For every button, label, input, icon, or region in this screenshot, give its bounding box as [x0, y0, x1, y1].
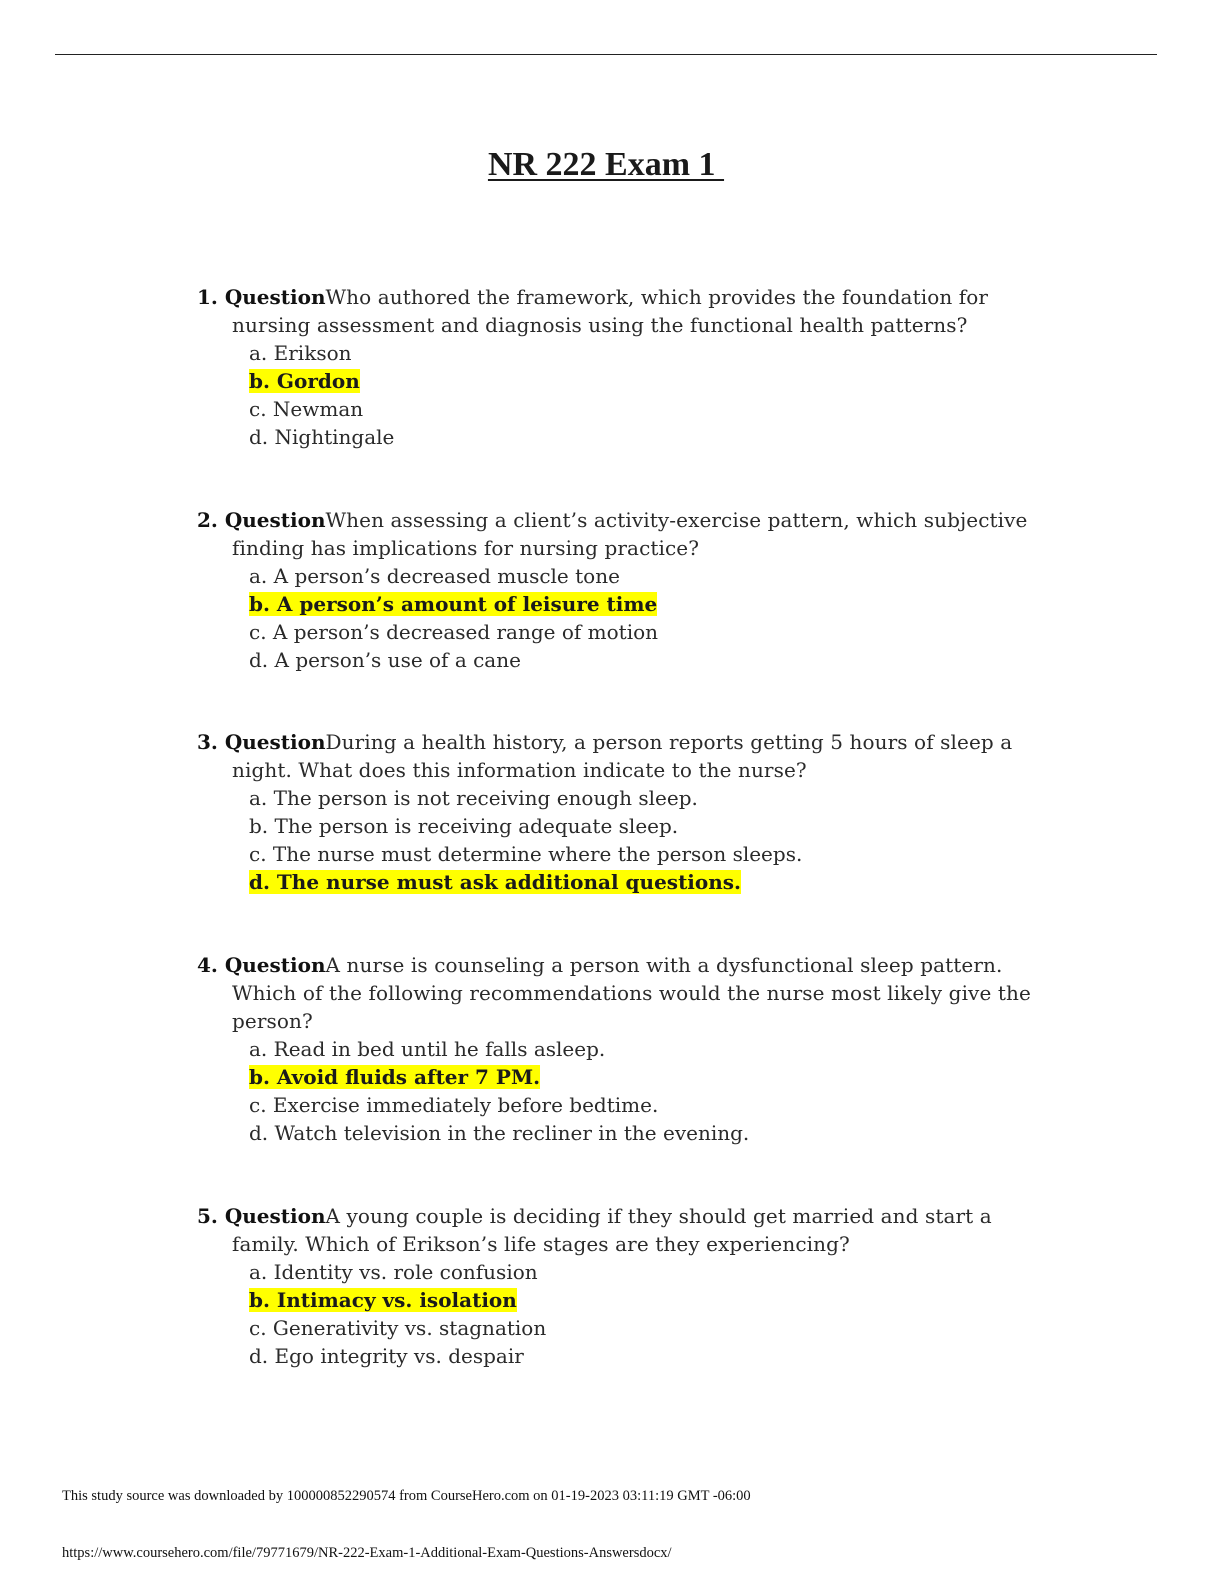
- answer-option-text: b. Intimacy vs. isolation: [249, 1288, 517, 1312]
- question-text: When assessing a client’s activity-exercise pattern, which subjective finding has implications for nursing practice?: [232, 508, 1028, 560]
- answer-options: [197, 339, 1037, 451]
- answer-option: [249, 812, 1037, 840]
- answer-option-text: b. Gordon: [249, 369, 360, 393]
- answer-option-text: c. The nurse must determine where the person sleeps.: [249, 842, 803, 866]
- download-source-note: This study source was downloaded by 100000852290574 from CourseHero.com on 01-19-2023 03:11:19 GMT -06:00: [62, 1488, 751, 1504]
- question-label: 3. Question: [197, 730, 326, 754]
- question-2: [197, 506, 1037, 674]
- document-title-text: NR 222 Exam 1: [487, 146, 725, 183]
- question-4: [197, 951, 1037, 1147]
- question-label: 1. Question: [197, 285, 326, 309]
- question-text: A young couple is deciding if they should get married and start a family. Which of Erikson’s life stages are they experiencing?: [232, 1204, 992, 1256]
- answer-options: [197, 784, 1037, 896]
- answer-options: [197, 1258, 1037, 1370]
- answer-option-text: a. A person’s decreased muscle tone: [249, 564, 620, 588]
- answer-option: [249, 1035, 1037, 1063]
- answer-options: [197, 1035, 1037, 1147]
- question-1: [197, 283, 1037, 451]
- correct-answer-option: [249, 1286, 1037, 1314]
- answer-option: [249, 1258, 1037, 1286]
- answer-option: [249, 646, 1037, 674]
- header-rule: [55, 54, 1157, 55]
- answer-option-text: a. Erikson: [249, 341, 352, 365]
- answer-option-text: b. Avoid fluids after 7 PM.: [249, 1065, 541, 1089]
- answer-option: [249, 395, 1037, 423]
- answer-option-text: d. Nightingale: [249, 425, 395, 449]
- document-title: [0, 143, 1212, 187]
- answer-option-text: d. Watch television in the recliner in the evening.: [249, 1121, 750, 1145]
- question-stem: [197, 951, 1037, 1035]
- answer-option-text: b. A person’s amount of leisure time: [249, 592, 658, 616]
- answer-option: [249, 784, 1037, 812]
- question-label: 2. Question: [197, 508, 326, 532]
- answer-option-text: c. Generativity vs. stagnation: [249, 1316, 547, 1340]
- answer-option: [249, 339, 1037, 367]
- answer-option: [249, 562, 1037, 590]
- correct-answer-option: [249, 1063, 1037, 1091]
- question-3: [197, 728, 1037, 896]
- answer-option: [249, 840, 1037, 868]
- question-text: During a health history, a person reports getting 5 hours of sleep a night. What does this information indicate to the nurse?: [232, 730, 1013, 782]
- answer-option: [249, 1091, 1037, 1119]
- answer-option: [249, 618, 1037, 646]
- answer-option: [249, 1342, 1037, 1370]
- question-label: 5. Question: [197, 1204, 326, 1228]
- answer-option-text: a. Read in bed until he falls asleep.: [249, 1037, 606, 1061]
- question-5: [197, 1202, 1037, 1370]
- question-stem: [197, 1202, 1037, 1258]
- answer-option-text: c. A person’s decreased range of motion: [249, 620, 659, 644]
- answer-option-text: c. Exercise immediately before bedtime.: [249, 1093, 659, 1117]
- question-label: 4. Question: [197, 953, 326, 977]
- answer-option-text: d. The nurse must ask additional questions.: [249, 870, 742, 894]
- answer-options: [197, 562, 1037, 674]
- answer-option-text: a. The person is not receiving enough sleep.: [249, 786, 698, 810]
- answer-option: [249, 1314, 1037, 1342]
- answer-option: [249, 1119, 1037, 1147]
- answer-option-text: d. A person’s use of a cane: [249, 648, 521, 672]
- answer-option-text: d. Ego integrity vs. despair: [249, 1344, 524, 1368]
- answer-option-text: a. Identity vs. role confusion: [249, 1260, 538, 1284]
- question-stem: [197, 506, 1037, 562]
- source-url[interactable]: https://www.coursehero.com/file/79771679/NR-222-Exam-1-Additional-Exam-Questions-Answersdocx/: [62, 1545, 672, 1561]
- answer-option: [249, 423, 1037, 451]
- question-text: A nurse is counseling a person with a dysfunctional sleep pattern. Which of the following recommendations would the nurse most likely give the person?: [232, 953, 1031, 1033]
- question-stem: [197, 283, 1037, 339]
- correct-answer-option: [249, 367, 1037, 395]
- question-text: Who authored the framework, which provides the foundation for nursing assessment and diagnosis using the functional health patterns?: [232, 285, 989, 337]
- question-stem: [197, 728, 1037, 784]
- correct-answer-option: [249, 590, 1037, 618]
- correct-answer-option: [249, 868, 1037, 896]
- answer-option-text: c. Newman: [249, 397, 364, 421]
- answer-option-text: b. The person is receiving adequate sleep.: [249, 814, 679, 838]
